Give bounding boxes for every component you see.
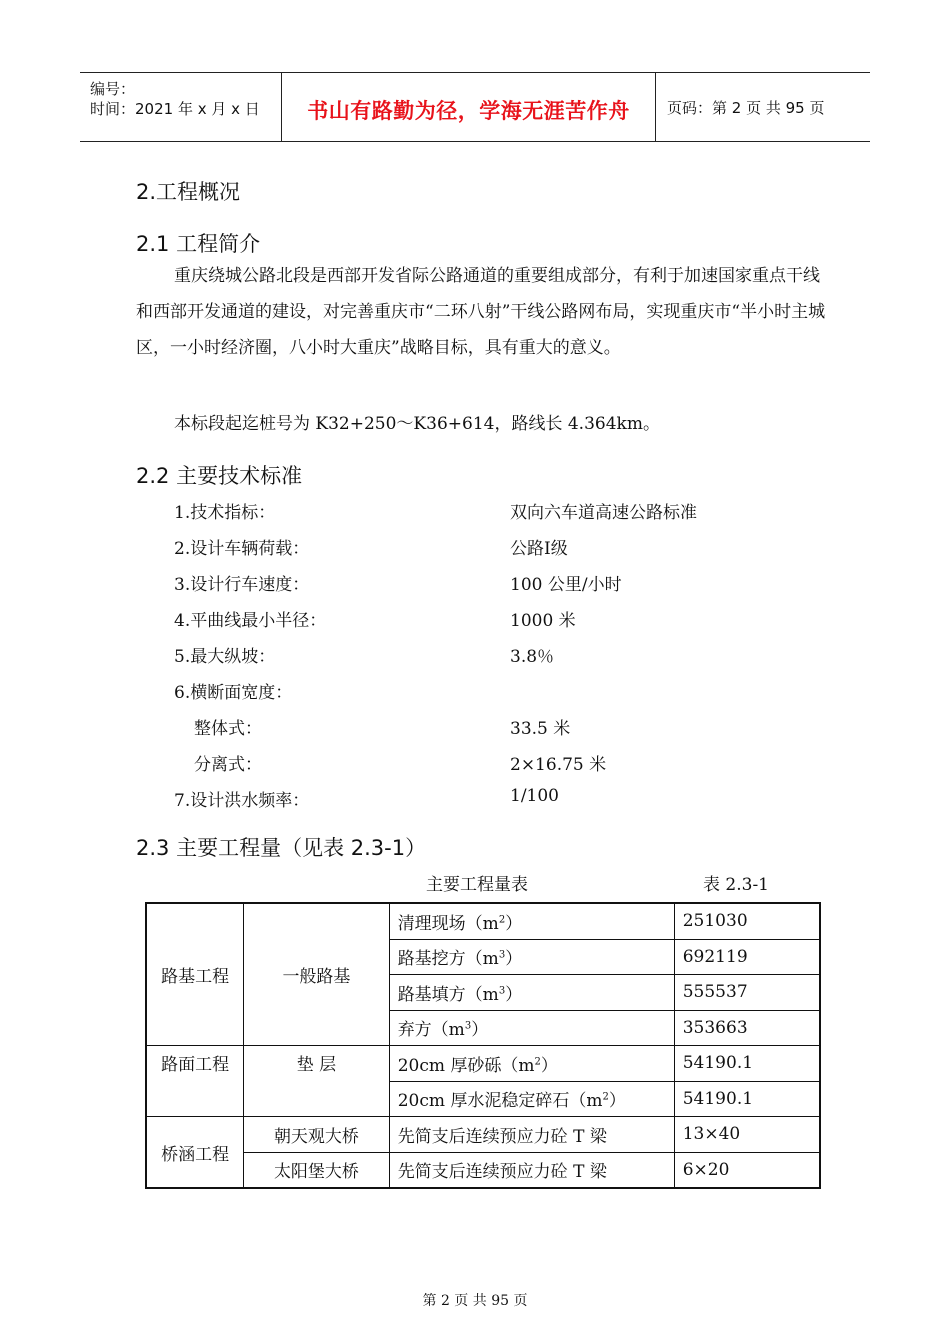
page-header (80, 72, 870, 142)
heading-section-2-3: 2.3 主要工程量（见表 2.3-1） (136, 836, 427, 860)
table-number: 表 2.3-1 (703, 875, 769, 895)
table-row (146, 1046, 820, 1082)
spec-label: 6.横断面宽度： (174, 683, 293, 703)
spec-value: 公路Ⅰ级 (510, 539, 568, 559)
subcategory-cell: 一般路基 (244, 903, 389, 1046)
category-cell: 桥涵工程 (146, 1117, 244, 1189)
subcategory-cell: 朝天观大桥 (244, 1117, 389, 1153)
subcategory-cell: 太阳堡大桥 (244, 1152, 389, 1188)
category-cell: 路基工程 (146, 903, 244, 1046)
spec-value: 双向六车道高速公路标准 (510, 503, 697, 523)
doc-date-label: 时间：2021 年 x 月 x 日 (90, 100, 260, 118)
quantity-cell: 13×40 (674, 1117, 820, 1153)
spec-value: 3.8％ (510, 647, 555, 667)
page-footer: 第 2 页 共 95 页 (422, 1293, 528, 1309)
table-row (146, 1152, 820, 1188)
item-cell: 先简支后连续预应力砼 T 梁 (389, 1117, 674, 1153)
section-paragraph (136, 406, 826, 442)
header-page-number: 页码：第 2 页 共 95 页 (667, 99, 825, 117)
item-cell: 清理现场$(m^2)$ (389, 903, 674, 939)
spec-label: 5.最大纵坡： (174, 647, 276, 667)
subcategory-cell: 垫 层 (244, 1046, 389, 1117)
item-cell: 20cm 厚砂砾$(m^2)$ (389, 1046, 674, 1082)
item-cell: 路基挖方$(m^3)$ (389, 939, 674, 975)
category-cell: 路面工程 (146, 1046, 244, 1117)
spec-label: 整体式： (194, 719, 262, 739)
quantity-table (145, 902, 821, 1189)
spec-label: 分离式： (194, 755, 262, 775)
quantity-cell: 54190.1 (674, 1046, 820, 1082)
spec-label: 4.平曲线最小半径： (174, 611, 327, 631)
heading-section-2-1: 2.1 工程简介 (136, 232, 261, 256)
item-cell: 路基填方$(m^3)$ (389, 975, 674, 1011)
quantity-cell: 555537 (674, 975, 820, 1011)
table-row (146, 903, 820, 939)
spec-label: 3.设计行车速度： (174, 575, 310, 595)
heading-section-2-2: 2.2 主要技术标准 (136, 464, 303, 488)
spec-label: 2.设计车辆荷载： (174, 539, 310, 559)
doc-number-label: 编号： (90, 80, 136, 98)
quantity-cell: 54190.1 (674, 1081, 820, 1117)
table-caption: 主要工程量表 (426, 875, 528, 895)
spec-value: 33.5 米 (510, 719, 571, 739)
quantity-cell: 251030 (674, 903, 820, 939)
intro-paragraph-text: 重庆绕城公路北段是西部开发省际公路通道的重要组成部分，有利于加速国家重点干线和西部开发通道的建设，对完善重庆市“二环八射”干线公路网布局，实现重庆市“半小时主城区，一小时经济圈，八小时大重庆”战略目标，具有重大的意义。 (136, 266, 826, 358)
spec-value: 1/100 (510, 786, 559, 806)
spec-value: 2×16.75 米 (510, 755, 607, 775)
header-divider (655, 73, 656, 141)
table-row (146, 1117, 820, 1153)
item-cell: 20cm 厚水泥稳定碎石$(m^2)$ (389, 1081, 674, 1117)
spec-label: 7.设计洪水频率： (174, 791, 310, 811)
item-cell: 先简支后连续预应力砼 T 梁 (389, 1152, 674, 1188)
heading-section-2: 2.工程概况 (136, 180, 241, 204)
spec-label: 1.技术指标： (174, 503, 276, 523)
section-paragraph-text: 本标段起迄桩号为 K32+250～K36+614，路线长 4.364km。 (174, 414, 660, 434)
quantity-cell: 353663 (674, 1010, 820, 1046)
spec-value: 1000 米 (510, 611, 576, 631)
header-motto: 书山有路勤为径，学海无涯苦作舟 (307, 99, 630, 123)
quantity-cell: 692119 (674, 939, 820, 975)
spec-value: 100 公里/小时 (510, 575, 622, 595)
header-meta (90, 79, 260, 119)
item-cell: 弃方$(m^3)$ (389, 1010, 674, 1046)
quantity-cell: 6×20 (674, 1152, 820, 1188)
intro-paragraph (136, 258, 826, 366)
